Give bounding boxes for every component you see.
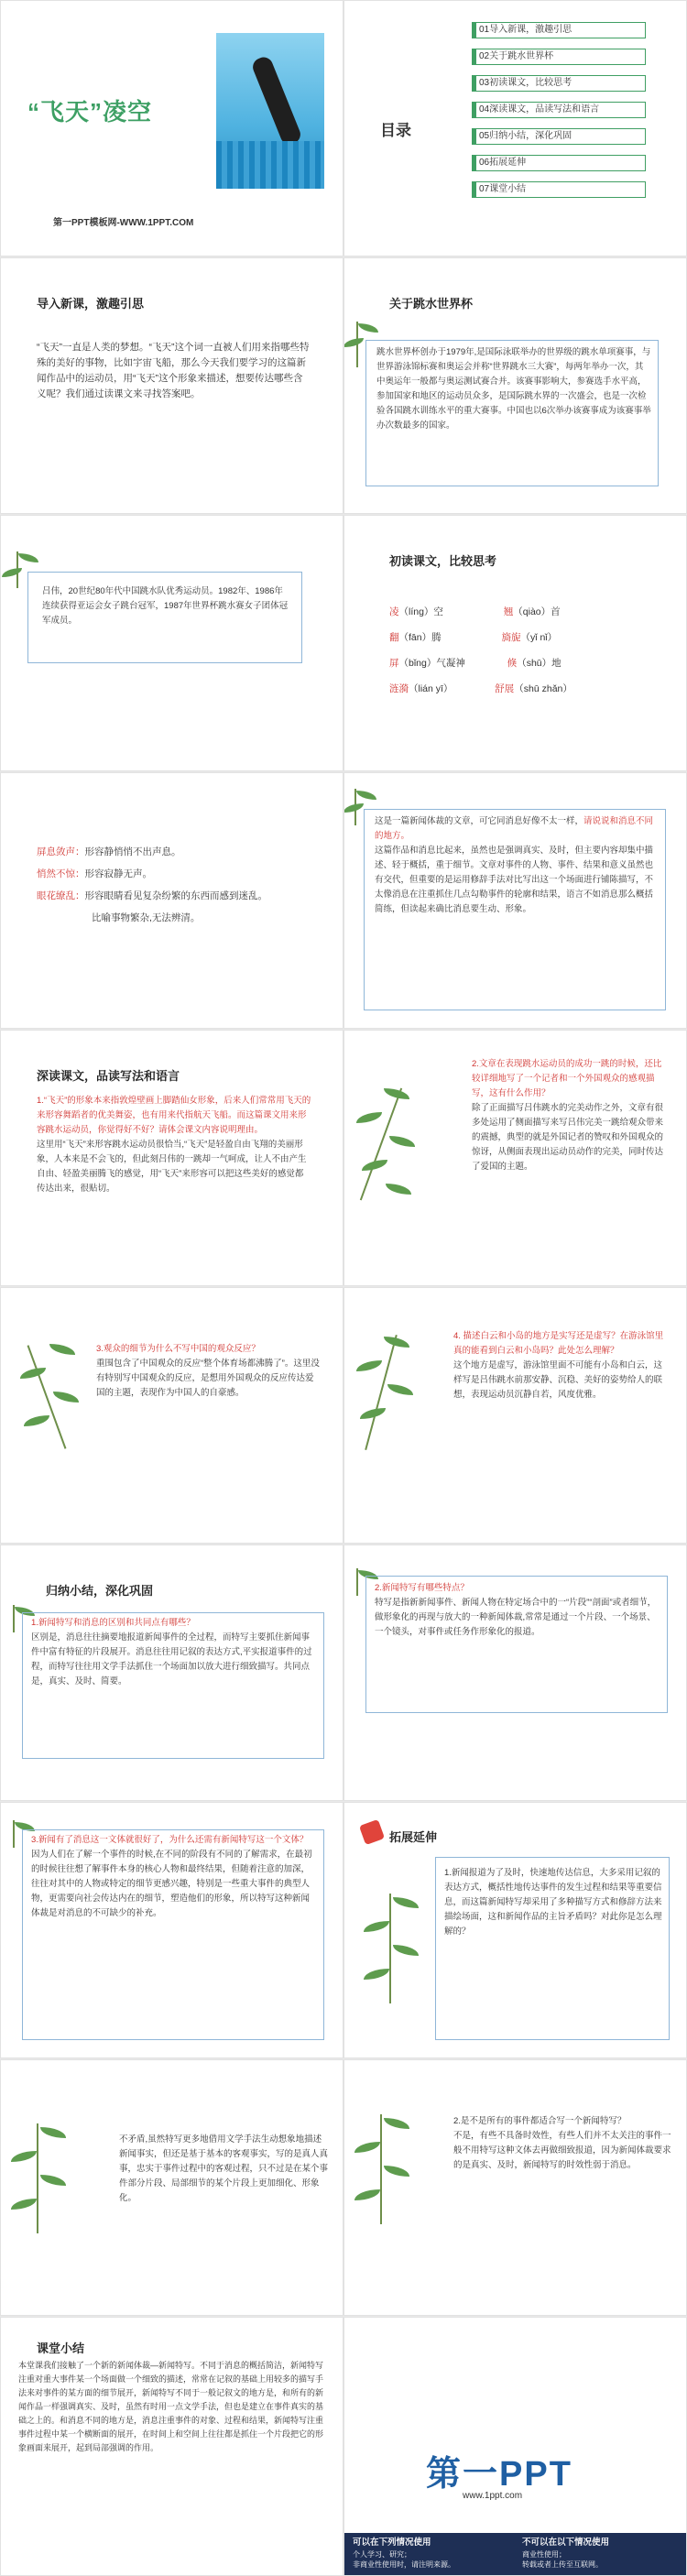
term-definition: 形容静悄悄不出声息。 — [84, 846, 181, 857]
vocab-pinyin: （fān）腾 — [398, 632, 442, 643]
leaf-icon — [344, 338, 364, 347]
leaf-icon — [356, 1112, 382, 1123]
qa-block — [375, 1581, 660, 1640]
leaf-icon — [356, 791, 376, 800]
term-row — [37, 841, 321, 863]
slide-extension — [344, 1802, 687, 2058]
toc-heading: 目录 — [380, 122, 411, 139]
slide-class-summary — [0, 2317, 344, 2576]
luwei-paragraph: 吕伟，20世纪80年代中国跳水队优秀运动员。1982年、1986年连续获得亚运会女子跳台冠军，1987年世界杯跳水赛女子团体冠军成员。 — [42, 586, 289, 626]
slide-effect — [344, 1030, 687, 1286]
usage-panel — [344, 2533, 687, 2576]
slide-feitian — [0, 1030, 344, 1286]
vocab-word: 翻 — [389, 632, 399, 643]
term-word: 屏息敛声： — [37, 846, 85, 857]
leaf-icon — [384, 1088, 409, 1099]
compare-highlight: 请说说和消息不同的地方。 — [375, 816, 654, 841]
term-word: 悄然不惊： — [37, 868, 85, 879]
section-heading: 拓展延伸 — [389, 1830, 438, 1844]
leaf-icon — [53, 1392, 79, 1403]
qa-block — [31, 1616, 317, 1689]
leaf-icon — [356, 1360, 382, 1371]
leaf-icon — [40, 2127, 66, 2138]
slide-virtual — [344, 1287, 687, 1544]
term-row — [37, 885, 321, 907]
vocab-word: 翘 — [503, 606, 514, 617]
slide-toc — [344, 0, 687, 257]
vocab-pinyin: （líng）空 — [398, 606, 443, 617]
vocab-word: 倏 — [507, 658, 518, 669]
slide-luwei — [0, 515, 344, 771]
vocab-word: 旖旎 — [501, 632, 521, 643]
question-text: 1.新闻报道为了及时，快速地传达信息，大多采用记叙的表达方式，概括性地传达事件的发生过程和结果等重要信息，而这篇新闻特写却采用了多种描写方式和修辞方法来描绘场面，这和新闻作品的主旨矛盾吗？对此你是怎么理解的？ — [444, 1868, 662, 1937]
diver-photo — [216, 33, 324, 189]
vocab-pinyin: （lián yī） — [409, 683, 453, 694]
slide-intro — [0, 257, 344, 514]
leaf-icon — [354, 2142, 380, 2153]
terms-list — [37, 841, 321, 929]
leaf-icon — [384, 2118, 409, 2129]
question-text: 3.观众的细节为什么不写中国的观众反应？ — [96, 1344, 260, 1354]
answer-text: 除了正面描写吕伟跳水的完美动作之外，文章有很多处运用了侧面描写来写吕伟完美一跳给观众带来的震撼，典型的就是外国记者的赞叹和外国观众的惊讶，从侧面表现出运动员动作的完美，同时传达了爱国的主题。 — [472, 1103, 664, 1172]
section-heading: 归纳小结，深化巩固 — [46, 1584, 154, 1598]
plant-stem — [13, 1820, 15, 1848]
leaf-icon — [354, 2189, 380, 2200]
brand-url[interactable]: www.1ppt.com — [463, 2491, 523, 2501]
term-row — [37, 863, 321, 885]
plant-stem — [37, 2123, 38, 2233]
brand-logo: 第一PPT — [426, 2455, 572, 2494]
cover-footer: 第一PPT模板网-WWW.1PPT.COM — [53, 218, 194, 228]
usage-forbidden-line: 商业性使用； — [522, 2550, 566, 2559]
vocab-word: 舒展 — [495, 683, 515, 694]
vocab-row — [389, 599, 664, 625]
answer-text: 特写是指新新闻事件、新闻人物在特定场合中的一“片段”“剖面”或者细节，做形象化的再现与放大的一种新闻体裁,常常是通过一个片段、一个场景、一个镜头，对事件或任务作形象化的报道。 — [375, 1598, 657, 1637]
leaf-icon — [24, 1415, 49, 1426]
usage-allowed — [353, 2538, 508, 2570]
vocab-pinyin: （yǐ nǐ） — [520, 632, 558, 643]
cup-paragraph: 跳水世界杯创办于1979年,是国际泳联举办的世界级的跳水单项赛事，与世界游泳锦标赛和奥运会并称“世界跳水三大赛”，每两年举办一次，其中奥运年一般都与奥运测试赛合并。该赛事影响大，参赛选手水平高，参加国家和地区的运动员众多，是国际跳水界的一次盛会，也是一次检验各国跳水训练水平的重大赛事。中国也以6次举办该赛事成为该赛事举办次数最多的国家。 — [376, 347, 651, 431]
slide-why-feature — [0, 1802, 344, 2058]
slide-summary-diff — [0, 1545, 344, 1801]
toc-item[interactable]: 04深读课文，品读写法和语言 — [472, 102, 646, 118]
leaf-icon — [364, 1921, 389, 1932]
leaf-icon — [40, 2175, 66, 2186]
leaf-icon — [358, 323, 378, 333]
qa-block — [96, 1342, 321, 1401]
question-text: 2.新闻特写有哪些特点？ — [375, 1583, 469, 1593]
question-text: 1.新闻特写和消息的区别和共同点有哪些？ — [31, 1618, 195, 1628]
leaf-icon — [11, 2151, 37, 2162]
qa-block — [453, 2114, 673, 2173]
section-heading: 关于跳水世界杯 — [389, 297, 474, 311]
qa-block — [31, 1833, 317, 1921]
pencil-icon — [359, 1819, 385, 1845]
toc-item[interactable]: 05归纳小结，深化巩固 — [472, 128, 646, 145]
plant-stem — [356, 1568, 358, 1596]
diver-figure-icon — [250, 55, 303, 147]
leaf-icon — [364, 1969, 389, 1980]
leaf-icon — [384, 1337, 409, 1348]
term-definition: 形容寂静无声。 — [84, 868, 152, 879]
section-heading: 深读课文，品读写法和语言 — [37, 1069, 180, 1083]
leaf-icon — [11, 2199, 37, 2210]
pool-board — [216, 141, 324, 189]
cover-title: “飞天”凌空 — [27, 98, 153, 126]
question-text: 2.文章在表现跳水运动员的成功一跳的时候，还比较详细地写了一个记者和一个外国观众的感观描写，这有什么作用？ — [472, 1059, 662, 1098]
qa-block — [472, 1057, 669, 1174]
vocab-row — [389, 676, 664, 702]
question-text: 2.是不是所有的事件都适合写一个新闻特写？ — [453, 2116, 627, 2126]
vocab-word: 屏 — [389, 658, 399, 669]
vocab-pinyin: （bǐng）气凝神 — [398, 658, 465, 669]
slide-audience — [0, 1287, 344, 1544]
vocab-row — [389, 650, 664, 676]
question-text: 1.“飞天”的形象本来指敦煌壁画上脚踏仙女形象，后来人们常常用飞天的来形容舞蹈者的优美舞姿，也有用来代指航天飞船。而这篇课文用来形容跳水运动员，你觉得好不好？请体会课文内容说明理由。 — [37, 1096, 311, 1135]
slide-suitability — [344, 2059, 687, 2316]
answer-text: 这里用“飞天”来形容跳水运动员很恰当,“飞天”是轻盈自由飞翔的美丽形象，人本来是不会飞的，但此刻吕伟的一跳却一气呵成，让人不由产生自由、轻盈美丽腾飞的感觉，用“飞天”来形容可以把这些美好的感觉都传达出来，很贴切。 — [37, 1140, 307, 1194]
answer-text: 因为人们在了解一个事件的时候,在不同的阶段有不同的了解需求，在最初的时候往往想了解事件本身的核心人物和最终结果，但随着注意的加深，往往对其中的人物或特定的细节更感兴趣，特别是一些重大事件的典型人物，更需要向社会传达内在的细节，塑造他们的形象，所以特写这种新闻体裁是对消息的不可缺少的补充。 — [31, 1850, 312, 1918]
slide-about-cup — [344, 257, 687, 514]
leaf-icon — [2, 568, 22, 577]
answer-text: 区别是，消息往往摘要地报道新闻事件的全过程，而特写主要抓住新闻事件中富有特征的片段展开。消息往往用记叙的表达方式,平实报道事件的过程，而特写往往用文学手法抓住一个场面加以放大进行细致描写。共同点是，真实、及时、简要。 — [31, 1632, 312, 1686]
leaf-icon — [387, 1384, 413, 1395]
qa-block — [37, 1094, 311, 1196]
leaf-icon — [393, 1897, 419, 1908]
intro-paragraph: “飞天”一直是人类的梦想。“飞天”这个词一直被人们用来指哪些特殊的美好的事物，比如宇宙飞船，那么今天我们要学习的这篇新闻作品中的运动员，用“飞天”这个形象来描述，想要传达哪些含义呢？我们通过读课文来寻找答案吧。 — [37, 342, 310, 399]
vocab-pinyin: （shū zhǎn） — [514, 683, 572, 694]
leaf-icon — [389, 1136, 415, 1147]
leaf-icon — [49, 1344, 75, 1355]
vocab-pinyin: （shū）地 — [517, 658, 562, 669]
plant-stem — [380, 2114, 382, 2224]
plant-stem — [360, 1088, 402, 1201]
usage-forbidden-line: 转载或者上传至互联网。 — [522, 2560, 603, 2569]
qa-block — [453, 1329, 669, 1403]
term-definition: 形容眼睛看见复杂纷繁的东西而感到迷乱。 — [84, 890, 267, 901]
slide-features — [344, 1545, 687, 1801]
answer-text: 这个地方是虚写，游泳馆里面不可能有小岛和白云，这样写是吕伟跳水前那安静、沉稳、美好的姿势给人的联想，表现运动员沉静自若，风度优雅。 — [453, 1360, 663, 1400]
plant-stem — [365, 1335, 398, 1450]
leaf-icon — [360, 1408, 386, 1419]
toc-list — [472, 22, 646, 208]
slide-vocab — [344, 515, 687, 771]
compare-body: 这篇作品和消息比起来，虽然也是强调真实、及时，但主要内容却集中描述、轻于概括，重于细节。文章对事件的人物、事件、结果和意义虽然也有交代，但重要的是运用修辞手法对比写出这一个场面进行铺陈描写，不太像消息在注重抓住几点勾勒事件的轮廓和结果，语言不如消息那么概括简练，但读起来确比消息要生动、形象。 — [375, 846, 654, 914]
leaf-icon — [362, 1160, 387, 1171]
question-text: 3.新闻有了消息这一文体就很好了，为什么还需有新闻特写这一个文体？ — [31, 1835, 309, 1845]
leaf-icon — [386, 1184, 411, 1195]
slide-brand — [344, 2317, 687, 2576]
question-text: 4. 描述白云和小岛的地方是实写还是虚写？在游泳馆里真的能看到白云和小岛吗？此处怎么理解？ — [453, 1331, 664, 1356]
compare-lead: 这是一篇新闻体裁的文章，可它同消息好像不太一样， — [375, 816, 584, 826]
answer-text: 重围包含了中国观众的反应“整个体育场都沸腾了”。这里没有特别写中国观众的反应，是想用外国观众的反应传达爱国的主题，表现作为中国人的自豪感。 — [96, 1359, 320, 1398]
leaf-icon — [384, 2166, 409, 2177]
section-heading: 课堂小结 — [37, 2341, 85, 2355]
slide-no-conflict — [0, 2059, 344, 2316]
leaf-icon — [18, 553, 38, 562]
vocab-pinyin: （qiào）首 — [513, 606, 561, 617]
term-word: 眼花缭乱： — [37, 890, 85, 901]
usage-forbidden-title: 不可以在以下情况使用 — [522, 2538, 610, 2548]
vocab-row — [389, 625, 664, 650]
section-heading: 初读课文，比较思考 — [389, 554, 497, 568]
summary-paragraph: 本堂课我们接触了一个新的新闻体裁—新闻特写。不同于消息的概括简洁，新闻特写注重对重大事件某一个场面做一个细致的描述，常常在记叙的基础上用较多的描写手法来对事件的某方面的细节展开，新闻特写不同于一般记叙文的地方是，和所有的新闻作品一样强调真实、及时，虽然有时用一点文学手法，但也是建立在事件真实的基础之上的。和消息不同的地方是，消息注重事件的对象、过程和结果，新闻特写注重事件过程中某一个横断面的展开，在时间上和空间上往往都是抓住一个片段把它的形象画面来展开，起到局部强调的作用。 — [18, 2361, 324, 2452]
vocab-word: 凌 — [389, 606, 399, 617]
compare-paragraph — [375, 814, 659, 917]
usage-allowed-line: 非商业性使用时，请注明来源。 — [353, 2560, 455, 2569]
leaf-icon — [393, 1945, 419, 1956]
slide-terms — [0, 772, 344, 1029]
toc-item[interactable]: 03初读课文，比较思考 — [472, 75, 646, 92]
answer-text: 不矛盾,虽然特写更多地借用文学手法生动想象地描述新闻事实，但还是基于基本的客观事实，写的是真人真事，忠实于事件过程中的客观过程，只不过是在某个事件部分片段、局部细节的某个片段上更加细化、形象化。 — [119, 2134, 329, 2203]
usage-allowed-line: 个人学习、研究； — [353, 2550, 411, 2559]
vocab-word: 涟漪 — [389, 683, 409, 694]
leaf-icon — [20, 1368, 46, 1379]
usage-allowed-title: 可以在下列情况使用 — [353, 2538, 431, 2548]
vocab-table — [389, 599, 664, 702]
answer-text: 不是，有些不具备时效性，有些人们并不太关注的事件一般不用特写这种文体去再做细致报道，因为新闻体裁要求的是真实、及时，新闻特写的时效性弱于消息。 — [453, 2131, 671, 2170]
slide-cover — [0, 0, 344, 257]
usage-forbidden — [522, 2538, 678, 2570]
plant-stem — [13, 1605, 15, 1632]
section-heading: 导入新课，激趣引思 — [37, 297, 145, 311]
toc-item[interactable]: 07课堂小结 — [472, 181, 646, 198]
term-note: 比喻事物繁杂,无法辨清。 — [92, 912, 201, 923]
toc-item[interactable]: 06拓展延伸 — [472, 155, 646, 171]
toc-item[interactable]: 01导入新课，激趣引思 — [472, 22, 646, 38]
leaf-icon — [344, 803, 364, 813]
toc-item[interactable]: 02关于跳水世界杯 — [472, 49, 646, 65]
plant-stem — [389, 1894, 391, 2003]
slide-compare — [344, 772, 687, 1029]
